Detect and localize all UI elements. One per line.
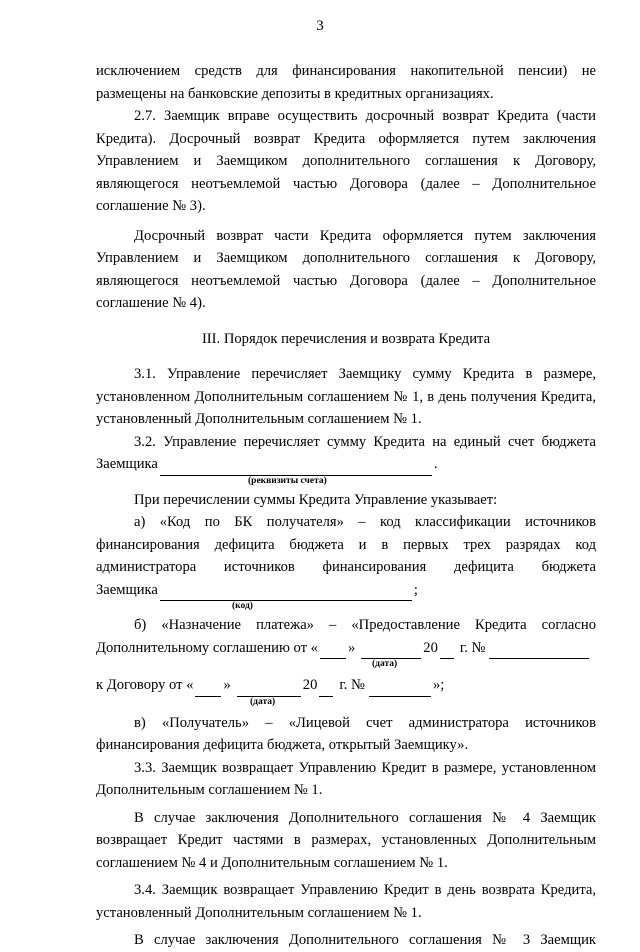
account-line (96, 453, 596, 476)
account-end: . (433, 456, 438, 472)
item-b-contract-end: »; (432, 677, 445, 693)
paragraph-3-3: 3.3. Заемщик возвращает Управлению Кредит в размере, установленном Дополнительным соглашением № 1. (96, 759, 596, 798)
page-number: 3 (316, 18, 324, 34)
account-blank[interactable] (160, 460, 432, 476)
paragraph-2-7-partial-repayment: Досрочный возврат части Кредита оформляется путем заключения Управлением и Заемщиком дополнительного соглашения к Договору, являющегося неотъемлемой частью Договора (далее – Дополнительное соглашение № 4). (96, 227, 596, 311)
code-word: Заемщика (96, 581, 158, 598)
item-b-contract-from: к Договору от « (96, 677, 194, 693)
code-end: ; (413, 581, 418, 598)
paragraph-transfer-intro: При перечислении суммы Кредита Управление указывает: (134, 491, 498, 508)
document-body (96, 60, 596, 952)
item-c: в) «Получатель» – «Лицевой счет администратора источников финансирования дефицита бюджета, открытый Заемщику». (96, 714, 596, 753)
item-b-contract-year-prefix: 20 (302, 677, 318, 693)
item-b-contract-close-quote: » (223, 677, 231, 693)
paragraph-3-1: 3.1. Управление перечисляет Заемщику сумму Кредита в размере, установленном Дополнительным соглашением № 1, в день получения Кредита, установленный Дополнительным соглашением № 1. (96, 366, 596, 427)
account-word: Заемщика (96, 456, 158, 472)
paragraph-3-4: 3.4. Заемщик возвращает Управлению Кредит в день возврата Кредита, установленный Дополнительным соглашением № 1. (96, 882, 596, 921)
item-b-line-1: б) «Назначение платежа» – «Предоставление Кредита согласно (134, 617, 596, 633)
code-blank[interactable] (160, 585, 412, 601)
item-b-agreement-from: Дополнительному соглашению от « (96, 639, 318, 656)
code-caption: (код) (232, 601, 253, 611)
paragraph-2-7: 2.7. Заемщик вправе осуществить досрочный возврат Кредита (части Кредита). Досрочный возврат Кредита оформляется путем заключения Управлением и Заемщиком дополнительного соглашения к Договору, являющегося неотъемлемой частью Договора (далее – Дополнительное соглашение № 3). (96, 108, 596, 214)
item-b-number-label: г. № (459, 639, 486, 656)
item-b-year-blank[interactable] (440, 643, 454, 659)
date-caption-1: (дата) (372, 659, 398, 669)
item-b-contract-month-blank[interactable] (237, 681, 301, 697)
code-line (96, 579, 596, 602)
date-caption-2: (дата) (250, 696, 276, 707)
item-b-close-quote: » (347, 639, 356, 656)
item-a-line-3: администратора источников финансирования дефицита бюджета (96, 559, 596, 575)
item-b-line-2 (96, 637, 596, 660)
item-b-month-blank[interactable] (361, 643, 421, 659)
paragraph-3-2: 3.2. Управление перечисляет сумму Кредита на единый счет бюджета (134, 433, 596, 450)
item-b-contract-number-label: г. № (339, 677, 365, 693)
item-b-contract-number-blank[interactable] (369, 681, 431, 697)
section-heading: III. Порядок перечисления и возврата Кредита (201, 330, 491, 347)
item-a-line-2: финансирования дефицита бюджета и в первых трех разрядах код (96, 536, 596, 553)
paragraph-continuation-line-2: размещены на банковские депозиты в кредитных организациях. (96, 85, 494, 102)
paragraph-3-3-partial: В случае заключения Дополнительного соглашения № 4 Заемщик возвращает Кредит частями в размерах, установленных Дополнительным соглашением № 4 и Дополнительным соглашением № 1. (96, 809, 596, 871)
item-b-contract-day-blank[interactable] (195, 681, 221, 697)
item-b-day-blank[interactable] (320, 643, 346, 659)
item-a-line-1: а) «Код по БК получателя» – код классификации источников (134, 514, 596, 530)
paragraph-continuation-line-1: исключением средств для финансирования накопительной пенсии) не (96, 63, 596, 79)
item-b-year-prefix: 20 (423, 639, 438, 656)
item-b-number-blank[interactable] (489, 643, 589, 659)
item-b-line-3 (96, 674, 596, 697)
account-caption: (реквизиты счета) (248, 475, 327, 486)
item-b-contract-year-blank[interactable] (319, 681, 333, 697)
paragraph-3-4-partial: В случае заключения Дополнительного соглашения № 3 Заемщик (134, 932, 596, 948)
